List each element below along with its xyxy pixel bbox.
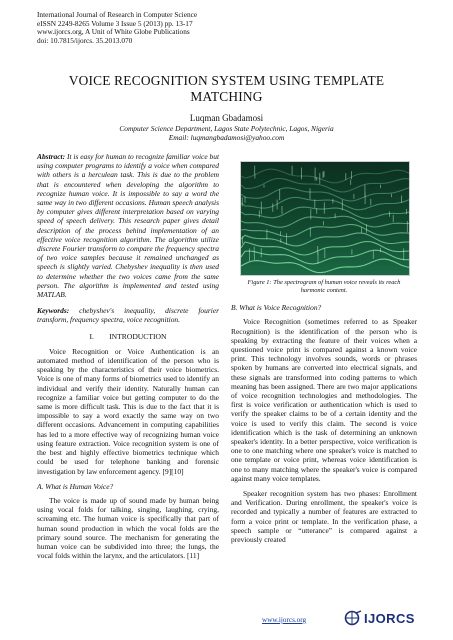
journal-issn: eISSN 2249-8265 Volume 3 Issue 5 (2013) pp. 13-17	[37, 18, 193, 28]
spectrogram-image	[241, 162, 409, 275]
keywords-text: chebyshev's inequality, discrete fourier transform, frequency spectra, voice recognition.	[37, 306, 219, 325]
abstract	[37, 152, 219, 299]
introduction-heading: I. INTRODUCTION	[89, 331, 167, 341]
author-name: Luqman Gbadamosi	[189, 113, 264, 123]
author-email: Email: luqmangbadamosi@yahoo.com	[168, 133, 285, 142]
right-column	[231, 153, 417, 544]
logo-text: IJORCS	[364, 610, 415, 626]
globe-logo-icon	[344, 610, 362, 626]
figure-caption: Figure 1: The spectrogram of human voice reveals its reach harmonic content.	[247, 279, 401, 294]
section-b-heading: B. What is Voice Recognition?	[231, 303, 322, 313]
publisher-logo	[344, 610, 415, 626]
abstract-text: It is easy for human to recognize familiar voice but using computer programs to identify a voice when compared with others is a herculean task. This is due to the problem that is encountered when developing the algorithm to recognize human voice. It is impossible to say a word the same way in two different occasions. Human speech analysis by computer gives different interpretation based on varying speed of speech delivery. This research paper gives detail description of the process behind implementation of an effective voice recognition algorithm. The algorithm utilize discrete Fourier transform to compare the frequency spectra of two voice samples because it remained unchanged as speech is slightly varied. Chebyshev inequality is then used to determine whether the two voices came from the same person. The algorithm is implemented and tested using MATLAB.	[37, 152, 220, 300]
spectrogram-figure	[240, 161, 410, 276]
introduction-paragraph: Voice Recognition or Voice Authentication is an automated method of identification of the person who is speaking by the characteristics of their voice biometrics. Voice is one of many forms of biometrics used to identify an individual and verify their identity. Naturally human can recognize a familiar voice but getting computer to do the same is more difficult task. This is due to the fact that it is impossible to say a word exactly the same way on two different occasions. Advancement in computing capabilities has led to a more effective way of recognizing human voice using feature extraction. Voice recognition system is one of the best and highly effective biometrics technique which could be used for telephone banking and forensic investigation by law enforcement agency. [9][10]	[37, 346, 219, 476]
keywords	[37, 306, 219, 324]
journal-header	[37, 11, 197, 45]
title-line-2: MATCHING	[190, 89, 263, 104]
journal-website: www.ijorcs.org, A Unit of White Globe Publications	[37, 27, 190, 37]
section-a-heading: A. What is Human Voice?	[37, 481, 114, 491]
section-a-paragraph: The voice is made up of sound made by human being using vocal folds for talking, singing, laughing, crying, screaming etc. The human voice is specifically that part of human sound production in which the vocal folds are the primary sound source. The mechanism for generating the human voice can be subdivided into three; the lungs, the vocal folds within the larynx, and the articulators. [11]	[37, 495, 219, 561]
author-affiliation: Computer Science Department, Lagos State Polytechnic, Lagos, Nigeria	[119, 124, 334, 133]
journal-doi: doi: 10.7815/ijorcs. 35.2013.070	[37, 35, 133, 45]
title-line-1: VOICE RECOGNITION SYSTEM USING TEMPLATE	[68, 73, 385, 88]
section-b-paragraph-2: Speaker recognition system has two phases: Enrollment and Verification. During enrollment, the speaker's voice is recorded and typically a number of features are extracted to form a voice print or template. In the verification phase, a speech sample or “utterance” is compared against a previously created	[231, 489, 417, 545]
section-b-paragraph-1: Voice Recognition (sometimes referred to as Speaker Recognition) is the identification of the person who is speaking by extracting the feature of their voices when a questioned voice print is compared against a known voice print. This technology involves sounds, words or phrases spoken by humans are converted into electrical signals, and these signals are transformed into coding patterns to which meaning has been assigned. There are two major applications of voice recognition technologies and methodologies. The first is voice verification or authentication which is used to verify the speaker claims to be of a certain identity and the voice is used to verify this claim. The second is voice identification which is the task of determining an unknown speaker's identity. In a better perspective, voice verification is one to one matching where one speaker's voice is matched to one template or voice print, whereas voice identification is one to many matching where the speaker's voice is compared against many voice templates.	[231, 317, 417, 483]
left-column	[37, 152, 219, 560]
abstract-label: Abstract:	[37, 152, 66, 161]
footer-website-link[interactable]: www.ijorcs.org	[262, 616, 307, 624]
keywords-label: Keywords:	[37, 306, 70, 316]
journal-name: International Journal of Research in Computer Science	[37, 10, 198, 19]
paper-title	[30, 73, 423, 105]
